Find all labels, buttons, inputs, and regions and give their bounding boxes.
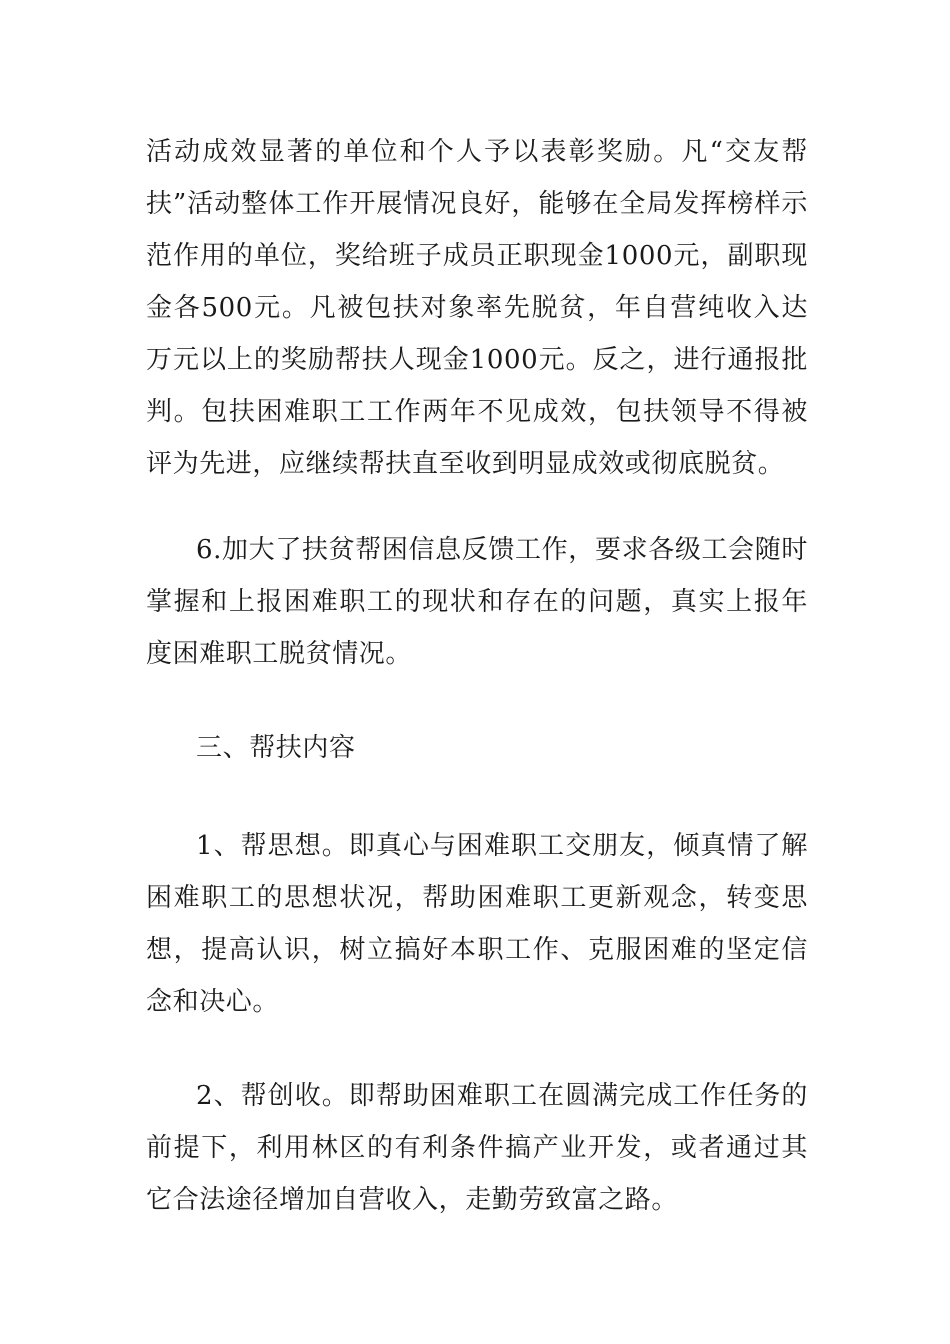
paragraph-help-income: 2、帮创收。即帮助困难职工在圆满完成工作任务的前提下，利用林区的有利条件搞产业开发，或者通过其它合法途径增加自营收入，走勤劳致富之路。 bbox=[146, 1081, 808, 1215]
paragraph-info-feedback: 6.加大了扶贫帮困信息反馈工作，要求各级工会随时掌握和上报困难职工的现状和存在的问题，真实上报年度困难职工脱贫情况。 bbox=[146, 535, 808, 669]
paragraph-help-thinking: 1、帮思想。即真心与困难职工交朋友，倾真情了解困难职工的思想状况，帮助困难职工更新观念，转变思想，提高认识，树立搞好本职工作、克服困难的坚定信念和决心。 bbox=[146, 831, 808, 1017]
paragraph-reward-policy: 活动成效显著的单位和个人予以表彰奖励。凡“交友帮扶”活动整体工作开展情况良好，能够在全局发挥榜样示范作用的单位，奖给班子成员正职现金1000元，副职现金各500元。凡被包扶对象率先脱贫，年自营纯收入达万元以上的奖励帮扶人现金1000元。反之，进行通报批判。包扶困难职工工作两年不见成效，包扶领导不得被评为先进，应继续帮扶直至收到明显成效或彻底脱贫。 bbox=[146, 137, 808, 479]
section-heading-support-content: 三、帮扶内容 bbox=[196, 733, 356, 763]
